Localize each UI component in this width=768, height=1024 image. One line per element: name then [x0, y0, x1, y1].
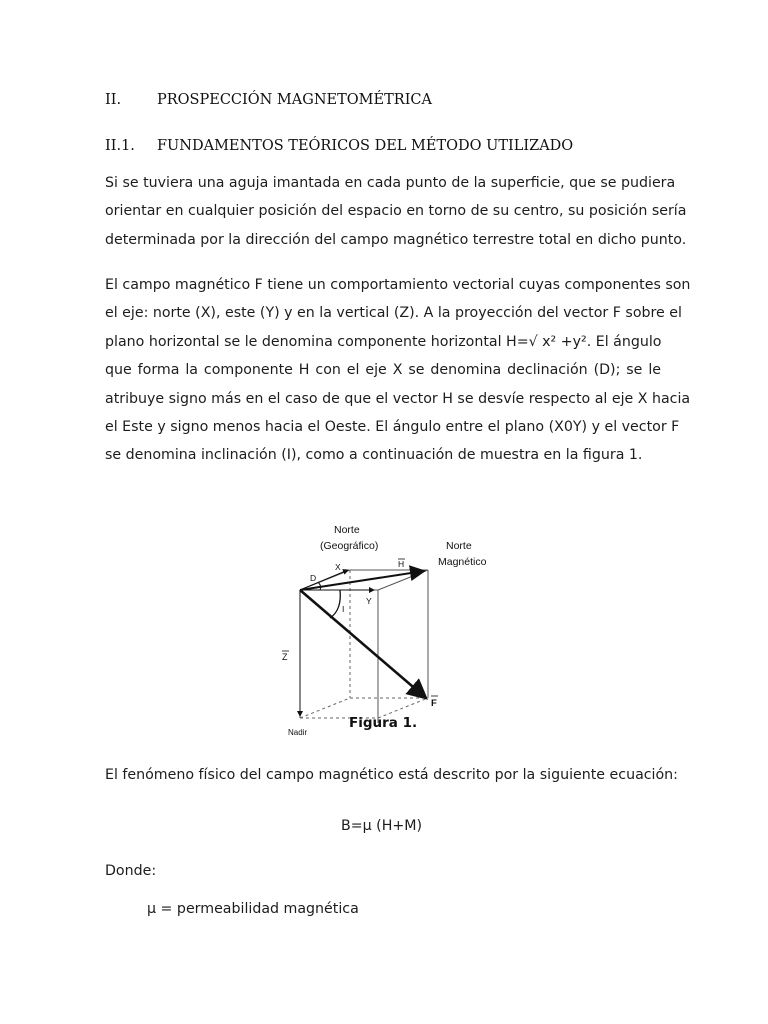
box-edge: [378, 570, 428, 590]
paragraph-1-line: orientar en cualquier posición del espacio en torno de su centro, su posición sería: [105, 203, 687, 220]
section-heading: [105, 92, 432, 108]
label-north-mag: Norte: [446, 540, 472, 552]
donde-label: Donde:: [105, 863, 157, 879]
paragraph-2-line: que forma la componente H con el eje X se denomina declinación (D); se le: [105, 362, 661, 379]
paragraph-3: El fenómeno físico del campo magnético está descrito por la siguiente ecuación:: [105, 767, 678, 783]
label-h: H: [398, 559, 405, 569]
subsection-heading: [105, 138, 573, 154]
h-vector: [300, 571, 424, 590]
paragraph-1-line: Si se tuviera una aguja imantada en cada punto de la superficie, que se pudiera: [105, 175, 676, 191]
label-north-geo: Norte: [334, 524, 360, 536]
declination-arc: [318, 582, 321, 590]
box-edge-hidden: [300, 698, 350, 718]
section-title: PROSPECCIÓN MAGNETOMÉTRICA: [157, 92, 432, 108]
inclination-arc: [330, 590, 340, 618]
label-f: F: [431, 698, 437, 709]
figure-magnetic-field-diagram: [270, 518, 510, 743]
label-z: Z: [282, 652, 288, 662]
equation: B=μ (H+M): [341, 818, 423, 834]
subsection-title: FUNDAMENTOS TEÓRICOS DEL MÉTODO UTILIZADO: [157, 138, 574, 154]
label-i: I: [342, 604, 345, 614]
f-vector: [300, 590, 426, 698]
figure-caption: Figura 1.: [349, 715, 418, 731]
label-d: D: [310, 573, 317, 583]
paragraph-2-line: plano horizontal se le denomina componente horizontal H=√ x² +y². El ángulo: [105, 333, 662, 350]
paragraph-2-line: se denomina inclinación (I), como a continuación de muestra en la figura 1.: [105, 447, 643, 464]
section-number: II.: [105, 92, 122, 108]
subsection-number: II.1.: [105, 138, 135, 154]
magnetic-vector-diagram: [270, 518, 510, 743]
paragraph-2: [105, 271, 691, 470]
label-north-geo-sub: (Geográfico): [320, 540, 379, 552]
paragraph-2-line: el eje: norte (X), este (Y) y en la vertical (Z). A la proyección del vector F sobre el: [105, 305, 682, 322]
label-nadir: Nadir: [288, 728, 308, 737]
paragraph-2-line: el Este y signo menos hacia el Oeste. El ángulo entre el plano (X0Y) y el vector F: [105, 418, 680, 435]
paragraph-2-line: El campo magnético F tiene un comportamiento vectorial cuyas componentes son: [105, 277, 691, 293]
label-y: Y: [366, 596, 372, 606]
definition-mu: μ = permeabilidad magnética: [147, 901, 359, 917]
label-north-mag-sub: Magnético: [438, 556, 487, 568]
label-x: X: [335, 562, 341, 572]
paragraph-1: [105, 169, 687, 254]
paragraph-1-line: determinada por la dirección del campo magnético terrestre total en dicho punto.: [105, 231, 687, 248]
paragraph-2-line: atribuye signo más en el caso de que el vector H se desvíe respecto al eje X hacia: [105, 390, 691, 407]
